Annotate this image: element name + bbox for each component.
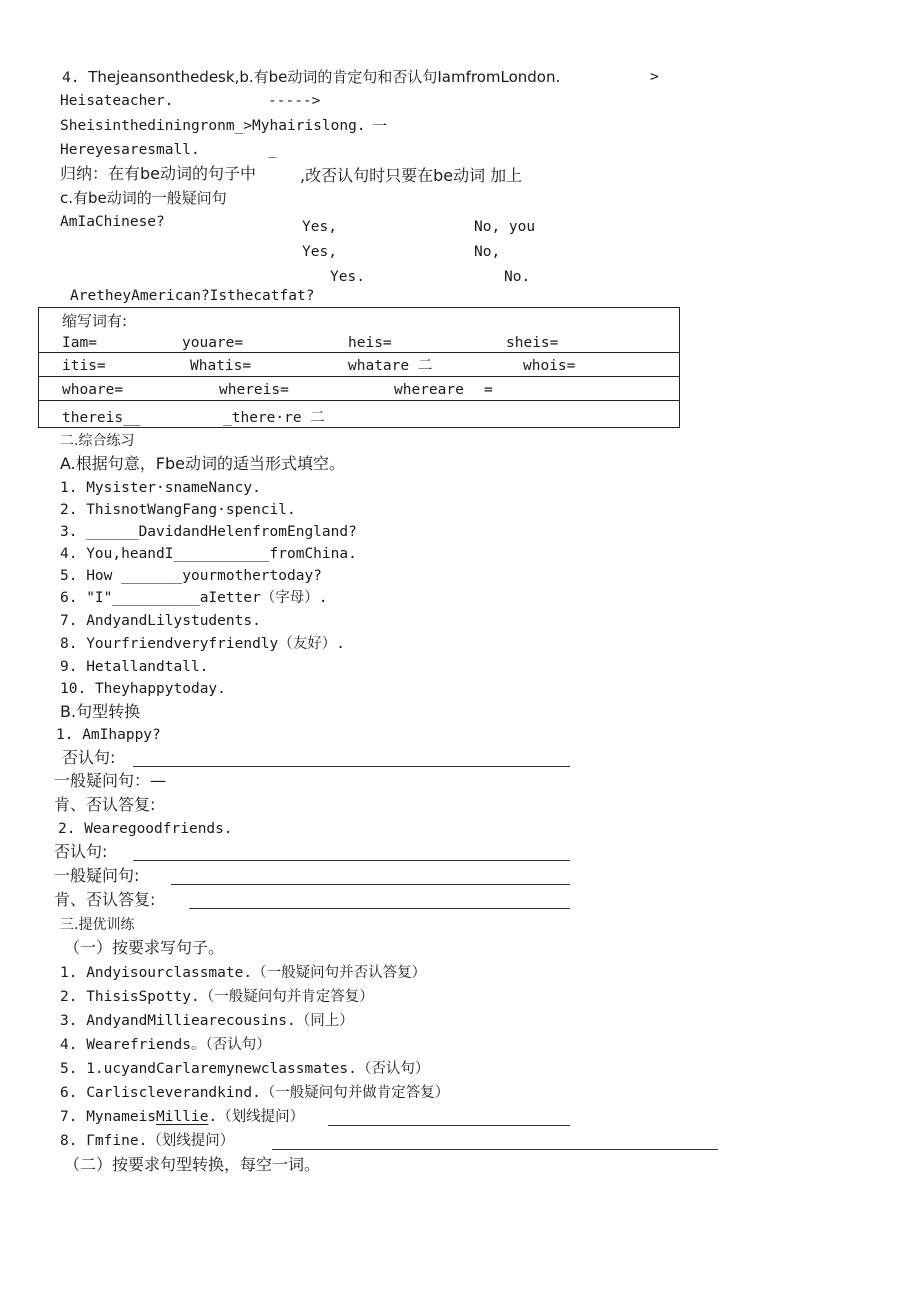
summary-a: 归纳：在有be动词的句子中 xyxy=(60,164,257,183)
cell-r2-4: whois= xyxy=(523,358,576,374)
b1-sentence: 1. AmIhappy? xyxy=(56,727,161,743)
line-3: Sheisinthediningronm_>Myhairislong. xyxy=(60,118,366,134)
rewrite-item-7: 7. MynameisMillie.（划线提问） xyxy=(60,1109,305,1125)
fill-item-3: 3. ______DavidandHelenfromEngland? xyxy=(60,524,357,540)
item8-answer-line[interactable] xyxy=(272,1149,718,1150)
box-divider-1 xyxy=(38,352,680,353)
cell-r3-1: whoare= xyxy=(62,382,124,398)
cell-r1-2: youare= xyxy=(182,335,244,351)
section2-b-title: B.句型转换 xyxy=(60,702,141,721)
cell-r4-2: _there·re 二 xyxy=(223,410,325,426)
b1-negative-label: 否认句: xyxy=(62,748,116,767)
mark-4: _ xyxy=(268,142,277,158)
b2-question-answer-line[interactable] xyxy=(171,884,570,885)
yes-1: Yes, xyxy=(302,219,337,235)
cell-r2-3: whatare 二 xyxy=(348,358,433,374)
cell-r2-2: Whatis= xyxy=(190,358,252,374)
rewrite-item-3: 3. AndyandMilliearecousins.（同上） xyxy=(60,1013,354,1029)
yes-3: Yes. xyxy=(330,269,365,285)
no-2: No, xyxy=(474,244,501,260)
line-4: Hereyesaresmall. xyxy=(60,142,200,158)
section3-sub1: （一）按要求写句子。 xyxy=(64,938,225,957)
dash-3: 一 xyxy=(372,117,388,135)
b2-negative-label: 否认句: xyxy=(54,842,108,861)
b2-answer-label: 肯、否认答复: xyxy=(54,890,156,909)
fill-item-9: 9. Hetallandtall. xyxy=(60,659,209,675)
fill-item-8: 8. Yourfriendveryfriendly（友好）. xyxy=(60,636,345,652)
cell-r2-1: itis= xyxy=(62,358,106,374)
cell-r3-4: = xyxy=(484,382,493,398)
section2-heading: 二.综合练习 xyxy=(60,433,135,449)
yes-2: Yes, xyxy=(302,244,337,260)
fill-item-10: 10. Theyhappytoday. xyxy=(60,681,226,697)
no-1: No, you xyxy=(474,219,536,235)
no-3: No. xyxy=(504,269,531,285)
b2-question-label: 一般疑问句: xyxy=(54,866,140,885)
summary-b: ,改否认句时只要在be动词 加上 xyxy=(300,166,523,185)
b1-answer-label: 肯、否认答复: xyxy=(54,795,156,814)
section2-a-title: A.根据句意，Fbe动词的适当形式填空。 xyxy=(60,454,345,473)
cell-r1-4: sheis= xyxy=(506,335,559,351)
rewrite-item-5: 5. 1.ucyandCarlaremynewclassmates.（否认句） xyxy=(60,1061,430,1077)
rewrite-item-6: 6. Carliscleverandkind.（一般疑问句并做肯定答复） xyxy=(60,1085,450,1101)
cell-r3-3: whereare xyxy=(394,382,464,398)
arrow-1: > xyxy=(650,69,659,85)
item7-answer-line[interactable] xyxy=(328,1125,570,1126)
rewrite-item-2: 2. ThisisSpotty.（一般疑问句并肯定答复） xyxy=(60,989,374,1005)
box-divider-3 xyxy=(38,400,680,401)
box-divider-2 xyxy=(38,376,680,377)
b1-question-label: 一般疑问句：— xyxy=(54,771,167,790)
line-1: 4. Thejeansonthedesk,b.有be动词的肯定句和否认句IamfromLondon. xyxy=(62,68,561,86)
cell-r1-1: Iam= xyxy=(62,335,97,351)
fill-item-5: 5. How _______yourmothertoday? xyxy=(60,568,322,584)
line-6: c.有be动词的一般疑问句 xyxy=(60,189,227,207)
arrow-2: -----> xyxy=(268,93,321,109)
b1-negative-answer-line[interactable] xyxy=(133,766,570,767)
cell-r1-3: heis= xyxy=(348,335,392,351)
cell-r3-2: whereis= xyxy=(219,382,289,398)
rewrite-item-1: 1. Andyisourclassmate.（一般疑问句并否认答复） xyxy=(60,965,427,981)
fill-item-7: 7. AndyandLilystudents. xyxy=(60,613,261,629)
line-7: AmIaChinese? xyxy=(60,214,165,230)
b2-sentence: 2. Wearegoodfriends. xyxy=(58,821,233,837)
section3-sub2: （二）按要求句型转换，每空一词。 xyxy=(64,1155,321,1174)
underlined-word: Millie xyxy=(156,1109,209,1125)
b2-answer-line[interactable] xyxy=(189,908,570,909)
cell-r4-1: thereis__ xyxy=(62,410,141,426)
fill-item-1: 1. Mysister·snameNancy. xyxy=(60,480,261,496)
rewrite-item-4: 4. Wearefriends。（否认句） xyxy=(60,1037,271,1053)
rewrite-item-8: 8. Γmfine.（划线提问） xyxy=(60,1133,235,1149)
line-2: Heisateacher. xyxy=(60,93,174,109)
b2-negative-answer-line[interactable] xyxy=(133,860,570,861)
contractions-title: 缩写词有: xyxy=(62,312,128,330)
fill-item-6: 6. "I"__________aIetter（字母）. xyxy=(60,590,328,606)
fill-item-2: 2. ThisnotWangFang·spencil. xyxy=(60,502,296,518)
section3-heading: 三.提优训练 xyxy=(60,917,135,933)
line-8: AretheyAmerican?Isthecatfat? xyxy=(70,288,315,304)
fill-item-4: 4. You,heandI___________fromChina. xyxy=(60,546,357,562)
